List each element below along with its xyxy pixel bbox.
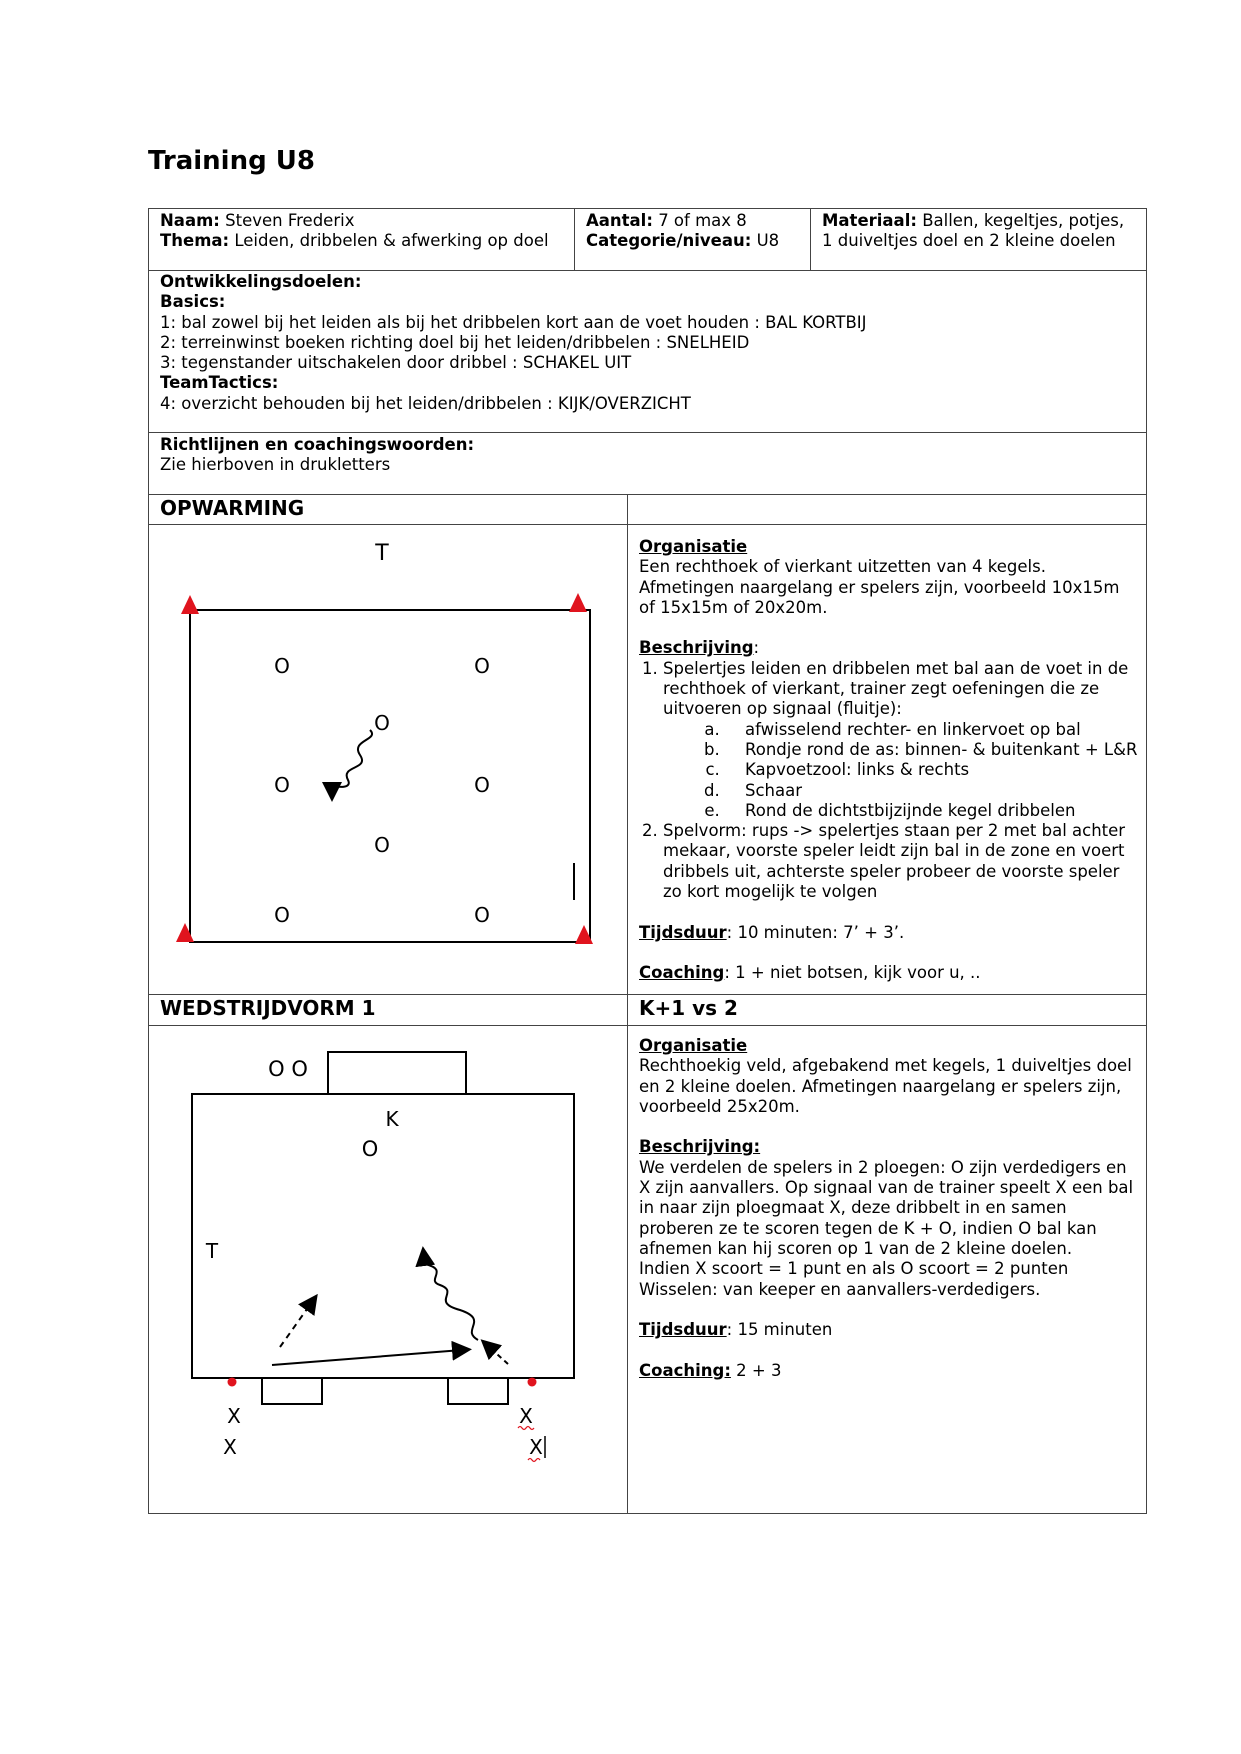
coaching-text: : 1 + niet botsen, kijk voor u, .. [724, 963, 981, 983]
organisatie-text: Een rechthoek of vierkant uitzetten van 4 kegels. Afmetingen naargelang er spelers zijn, voorbeeld 10x15m of 15x15m of 20x20m. [639, 557, 1120, 617]
player-marker: O [274, 654, 290, 678]
header-aantal-cell [586, 211, 806, 252]
opwarming-heading: OPWARMING [160, 496, 305, 520]
attacker-label: X [529, 1435, 543, 1459]
opwarming-text: Organisatie Een rechthoek of vierkant uitzetten van 4 kegels. Afmetingen naargelang er spelers zijn, voorbeeld 10x15m of 15x15m of 20x20m. Beschrijving: 1. Spelertjes leiden en dribbelen met bal aan de voet in de rechthoek of vierkant, trainer zegt oefeningen die ze uitvoeren op signaal (fluitje): a. afwisselend rechter- en linkervoet op bal b. Rondje rond de as: binnen- & buitenkant + L&R c. Kapvoetzool: links & rechts d. Schaar e. Rond de dichtstbijzijnde kegel dribbelen 2. Spelvorm: rups -> spelertjes staan per 2 met bal achter mekaar, voorste speler leidt zijn bal in de zone en voert dribbels uit, achterste speler probeer de voorste speler zo kort mogelijk te volgen Tijdsduur: 10 minuten: 7’ + 3’. Coaching: 1 + niet botsen, kijk voor u, .. [639, 537, 1139, 984]
player-marker: O [274, 903, 290, 927]
attacker-label: X [227, 1404, 241, 1428]
beschrijving-label: Beschrijving: [639, 1137, 761, 1157]
defenders-label: O O [268, 1057, 308, 1081]
richtlijnen-heading: Richtlijnen en coachingswoorden: [160, 435, 475, 454]
field-rect [192, 1094, 574, 1378]
field-rect [190, 610, 590, 942]
categorie-value: U8 [756, 231, 780, 251]
player-marker: O [474, 654, 490, 678]
run-arrow-icon [280, 1302, 312, 1347]
aantal-value: 7 of max 8 [658, 211, 747, 230]
doelen-cell [160, 272, 1140, 414]
pass-arrow-icon [272, 1350, 462, 1365]
trainer-label: T [205, 1239, 219, 1263]
tijdsduur-text: : 10 minuten: 7’ + 3’. [726, 922, 905, 942]
player-marker: O [474, 903, 490, 927]
cone-icon [181, 595, 199, 614]
basics-label: Basics: [160, 292, 226, 312]
doel-item: 1: bal zowel bij het leiden als bij het dribbelen kort aan de voet houden : BAL KORTBIJ [160, 312, 867, 332]
wedstrijdvorm-text [639, 1036, 1139, 1381]
beschrijving-list [639, 659, 1139, 903]
categorie-label: Categorie/niveau: [586, 231, 752, 251]
teamtactics-label: TeamTactics: [160, 373, 279, 393]
beschrijving-text: We verdelen de spelers in 2 ploegen: O zijn verdedigers en X zijn aanvallers. Op signaal van de trainer speelt X een bal in naar zijn ploegmaat X, deze dribbelt in en samen proberen ze te scoren tegen de K + O, indien O bal kan afnemen kan hij scoren op 1 van de 2 kleine doelen. [639, 1157, 1134, 1258]
oefening-item: a. afwisselend rechter- en linkervoet op bal [725, 720, 1139, 740]
tijdsduur-text: : 15 minuten [726, 1320, 833, 1340]
wedstrijdvorm-subheading: K+1 vs 2 [639, 996, 738, 1020]
materiaal-value-2: 1 duiveltjes doel en 2 kleine doelen [822, 231, 1116, 251]
dribble-arrow [332, 730, 372, 792]
beschrijving-text: Indien X scoort = 1 punt en als O scoort = 2 punten [639, 1259, 1069, 1279]
organisatie-text: Rechthoekig veld, afgebakend met kegels, 1 duiveltjes doel en 2 kleine doelen. Afmetingen naargelang er spelers zijn, voorbeeld 25x20m. [639, 1056, 1132, 1116]
organisatie-label: Organisatie [639, 1036, 748, 1055]
player-marker: O [474, 773, 490, 797]
richtlijnen-text: Zie hierboven in drukletters [160, 455, 391, 475]
marker-icon [228, 1378, 237, 1387]
richtlijnen-cell [160, 435, 1140, 476]
small-goal [448, 1378, 508, 1404]
teamtactics-item: 4: overzicht behouden bij het leiden/dribbelen : KIJK/OVERZICHT [160, 393, 691, 413]
player-marker: O [274, 773, 290, 797]
player-marker: O [374, 833, 390, 857]
dribble-arrow [424, 1256, 478, 1340]
player-marker: O [374, 711, 390, 735]
oefening-list [663, 720, 1139, 821]
opwarming-diagram [160, 530, 620, 970]
doelen-heading: Ontwikkelingsdoelen: [160, 272, 362, 291]
beschrijving-text: Wisselen: van keeper en aanvallers-verdedigers. [639, 1279, 1041, 1299]
run-arrow-icon [488, 1346, 508, 1364]
naam-value: Steven Frederix [225, 211, 355, 230]
coaching-text: 2 + 3 [730, 1360, 782, 1380]
doel-item: 2: terreinwinst boeken richting doel bij het leiden/dribbelen : SNELHEID [160, 332, 750, 352]
oefening-item: e. Rond de dichtstbijzijnde kegel dribbelen [725, 801, 1139, 821]
oefening-item: c. Kapvoetzool: links & rechts [725, 760, 1139, 780]
oefening-item: b. Rondje rond de as: binnen- & buitenkant + L&R [725, 740, 1139, 760]
attacker-label: X [519, 1404, 533, 1428]
wedstrijdvorm-diagram [160, 1030, 620, 1470]
coaching-label: Coaching [639, 963, 725, 983]
header-name-cell [160, 211, 570, 252]
attacker-label: X [223, 1435, 237, 1459]
doel-item: 3: tegenstander uitschakelen door dribbel : SCHAKEL UIT [160, 353, 632, 373]
beschrijving-item: 2. Spelvorm: rups -> spelertjes staan per 2 met bal achter mekaar, voorste speler leidt zijn bal in de zone en voert dribbels uit, achterste speler probeer de voorste speler zo kort mogelijk te volgen [663, 821, 1139, 902]
marker-icon [528, 1378, 537, 1387]
duiveltjes-goal [328, 1052, 466, 1094]
oefening-item: d. Schaar [725, 781, 1139, 801]
naam-label: Naam: [160, 211, 220, 230]
tijdsduur-label: Tijdsduur [639, 1320, 727, 1340]
cone-icon [569, 593, 587, 612]
header-materiaal-cell [822, 211, 1142, 252]
wedstrijdvorm-heading: WEDSTRIJDVORM 1 [160, 996, 376, 1020]
materiaal-value: Ballen, kegeltjes, potjes, [922, 211, 1125, 230]
tijdsduur-label: Tijdsduur [639, 922, 727, 942]
thema-value: Leiden, dribbelen & afwerking op doel [234, 231, 549, 251]
coaching-label: Coaching: [639, 1360, 731, 1380]
defender-label: O [361, 1137, 379, 1161]
beschrijving-item: 1. Spelertjes leiden en dribbelen met bal aan de voet in de rechthoek of vierkant, trainer zegt oefeningen die ze uitvoeren op signaal (fluitje): a. afwisselend rechter- en linkervoet op bal b. Rondje rond de as: binnen- & buitenkant + L&R c. Kapvoetzool: links & rechts d. Schaar e. Rond de dichtstbijzijnde kegel dribbelen [663, 659, 1139, 821]
trainer-label: T [375, 541, 389, 566]
small-goal [262, 1378, 322, 1404]
page-title: Training U8 [148, 146, 315, 176]
cone-icon [176, 923, 194, 942]
aantal-label: Aantal: [586, 211, 653, 230]
thema-label: Thema: [160, 231, 230, 251]
organisatie-label: Organisatie [639, 537, 748, 556]
keeper-label: K [385, 1107, 399, 1131]
materiaal-label: Materiaal: [822, 211, 917, 230]
beschrijving-label: Beschrijving [639, 638, 754, 658]
